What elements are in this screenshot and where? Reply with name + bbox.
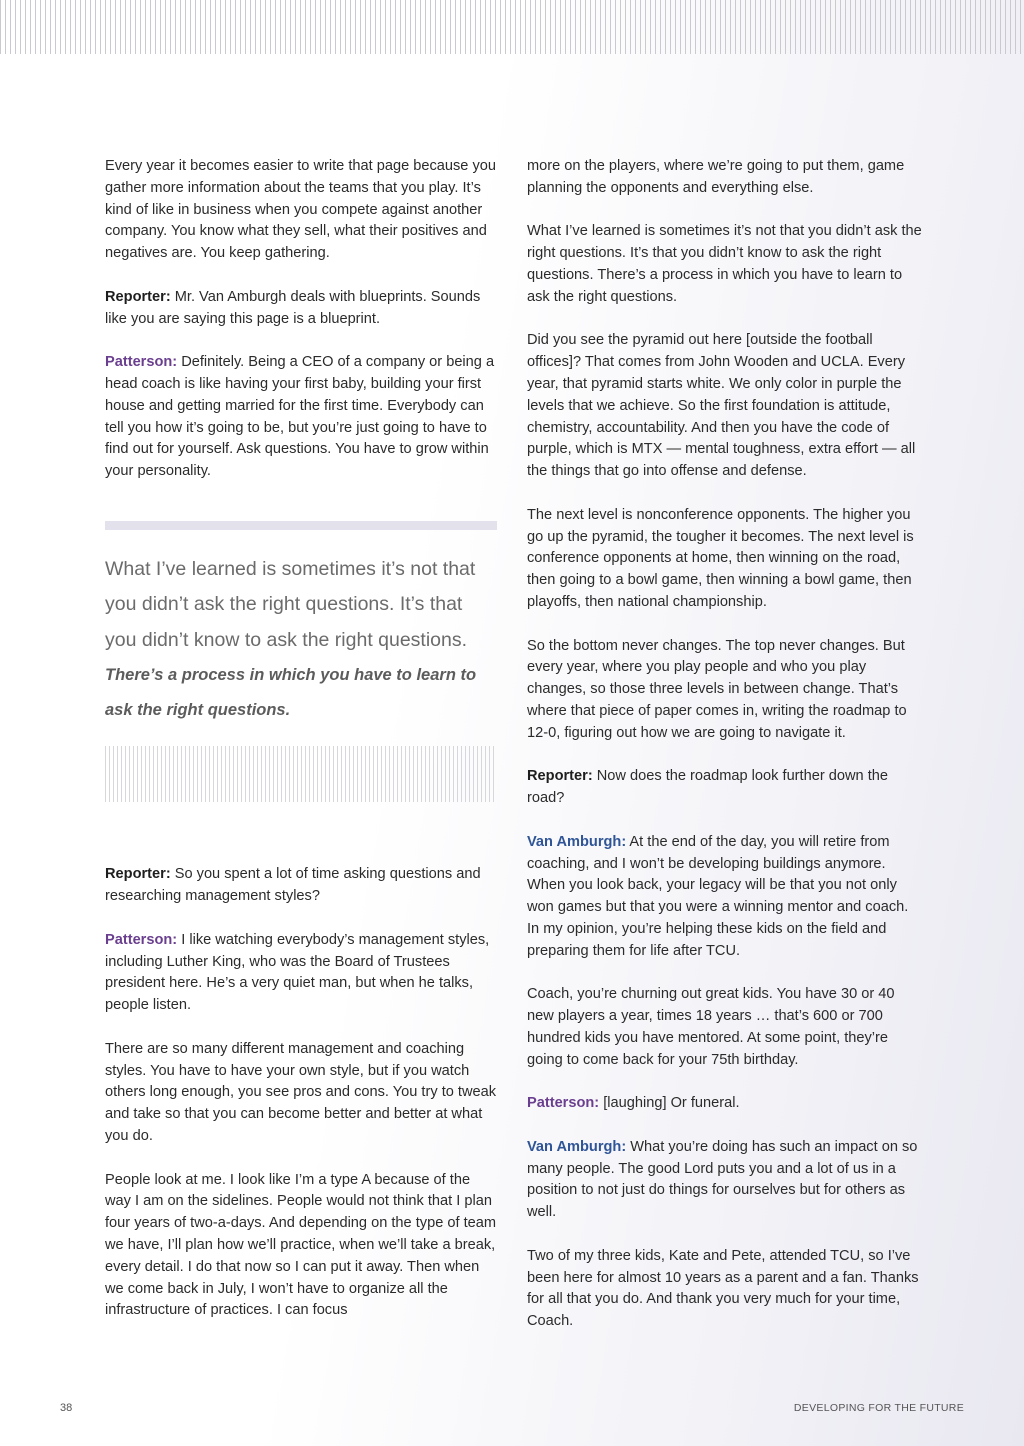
paragraph: People look at me. I look like I’m a type A because of the way I am on the sidelines. People would not think that I plan four years of two-a-days. And depending on the type of team we have, I’ll plan how we’ll practice, when we’ll take a break, every detail. I do that now so I can put it away. Then when we come back in July, I won’t have to organize all the infrastructure of practices. I can focus (105, 1171, 497, 1319)
pull-quote-divider (105, 521, 497, 530)
speaker-text: Mr. Van Amburgh deals with blueprints. Sounds like you are saying this page is a blueprint. (105, 288, 481, 327)
interview-reporter-question (105, 864, 497, 908)
speaker-text: At the end of the day, you will retire from coaching, and I won’t be developing buildings anymore. When you look back, your legacy will be that you not only won games but that you were a winning mentor and coach. In my opinion, you’re helping these kids on the field and preparing them for life after TCU. (527, 833, 909, 959)
speaker-text: I like watching everybody’s management styles, including Luther King, who was the Board of Trustees president here. He’s a very quiet man, but when he talks, people listen. (105, 931, 490, 1014)
interview-patterson-answer (105, 930, 497, 1017)
paragraph: Every year it becomes easier to write that page because you gather more information about the teams that you play. It’s kind of like in business when you compete against another company. You know what they sell, what their positives and negatives are. You keep gathering. (105, 158, 496, 262)
paragraph: Did you see the pyramid out here [outside the football offices]? That comes from John Wooden and UCLA. Every year, that pyramid starts white. We only color in purple the levels that we achieve. So the first foundation is attitude, chemistry, accountability. And then you have the code of purple, which is MTX — mental toughness, extra effort — all the things that go into offense and defense. (527, 332, 916, 480)
paragraph: What I’ve learned is sometimes it’s not that you didn’t ask the right questions. It’s that you didn’t know to ask the right questions. There’s a process in which you have to learn to ask the right questions. (527, 223, 922, 305)
paragraph: Two of my three kids, Kate and Pete, attended TCU, so I’ve been here for almost 10 years as a parent and a fan. Thanks for all that you do. And thank you very much for your time, Coach. (527, 1247, 919, 1330)
paragraph: Coach, you’re churning out great kids. You have 30 or 40 new players a year, times 18 years … that’s 600 or 700 hundred kids you have mentored. At some point, they’re going to come back for your 75th birthday. (527, 986, 895, 1068)
page-number: 38 (60, 1402, 73, 1414)
speaker-label-patterson: Patterson: (105, 931, 178, 948)
interview-vanamburgh-answer (527, 832, 923, 963)
speaker-label-reporter: Reporter: (105, 288, 171, 305)
speaker-label-patterson: Patterson: (105, 354, 178, 371)
interview-reporter-question (527, 766, 923, 810)
pull-quote-emphasis: There’s a process in which you have to learn to ask the right questions. (105, 665, 477, 720)
interview-reporter-question (105, 287, 497, 331)
speaker-text: Now does the roadmap look further down the road? (527, 768, 888, 807)
speaker-label-vanamburgh: Van Amburgh: (527, 1138, 627, 1155)
section-title: DEVELOPING FOR THE FUTURE (793, 1402, 964, 1414)
paragraph: There are so many different management and coaching styles. You have to have your own style, but if you watch others long enough, you see pros and cons. You try to tweak and take so that you can become better and better at what you do. (105, 1040, 497, 1144)
paragraph: The next level is nonconference opponents. The higher you go up the pyramid, the tougher it becomes. The next level is conference opponents at home, then winning on the road, then going to a bowl game, then winning a bowl game, then playoffs, then national championship. (527, 506, 914, 610)
paragraph: So the bottom never changes. The top never changes. But every year, where you play people and who you play changes, so those three levels in between change. That’s where that piece of paper comes in, writing the roadmap to 12-0, figuring out how we are going to navigate it. (527, 637, 907, 741)
speaker-text: What you’re doing has such an impact on so many people. The good Lord puts you and a lot of us in a position to not just do things for ourselves but for others as well. (527, 1138, 918, 1221)
interview-vanamburgh-answer (527, 1137, 923, 1224)
speaker-text: Definitely. Being a CEO of a company or being a head coach is like having your first baby, building your first house and getting married for the first time. Everybody can tell you how it’s going to be, but you’re just going to have to find out for yourself. Ask questions. You have to grow within your personality. (105, 354, 495, 480)
speaker-label-patterson: Patterson: (527, 1095, 600, 1112)
speaker-label-reporter: Reporter: (527, 768, 593, 785)
top-decorative-stripes (0, 0, 1024, 54)
speaker-text: [laughing] Or funeral. (599, 1095, 740, 1112)
decorative-stripe-block (105, 746, 497, 802)
speaker-label-vanamburgh: Van Amburgh: (527, 833, 627, 850)
pull-quote (105, 552, 497, 728)
interview-patterson-answer (105, 352, 497, 483)
speaker-text: So you spent a lot of time asking questions and researching management styles? (105, 866, 481, 905)
speaker-label-reporter: Reporter: (105, 866, 171, 883)
left-column (105, 156, 497, 1344)
right-column (527, 156, 923, 1355)
paragraph: more on the players, where we’re going to put them, game planning the opponents and everything else. (527, 158, 905, 196)
pull-quote-text: What I’ve learned is sometimes it’s not that you didn’t ask the right questions. It’s that you didn’t know to ask the right questions. (105, 557, 476, 651)
interview-patterson-answer (527, 1093, 923, 1115)
